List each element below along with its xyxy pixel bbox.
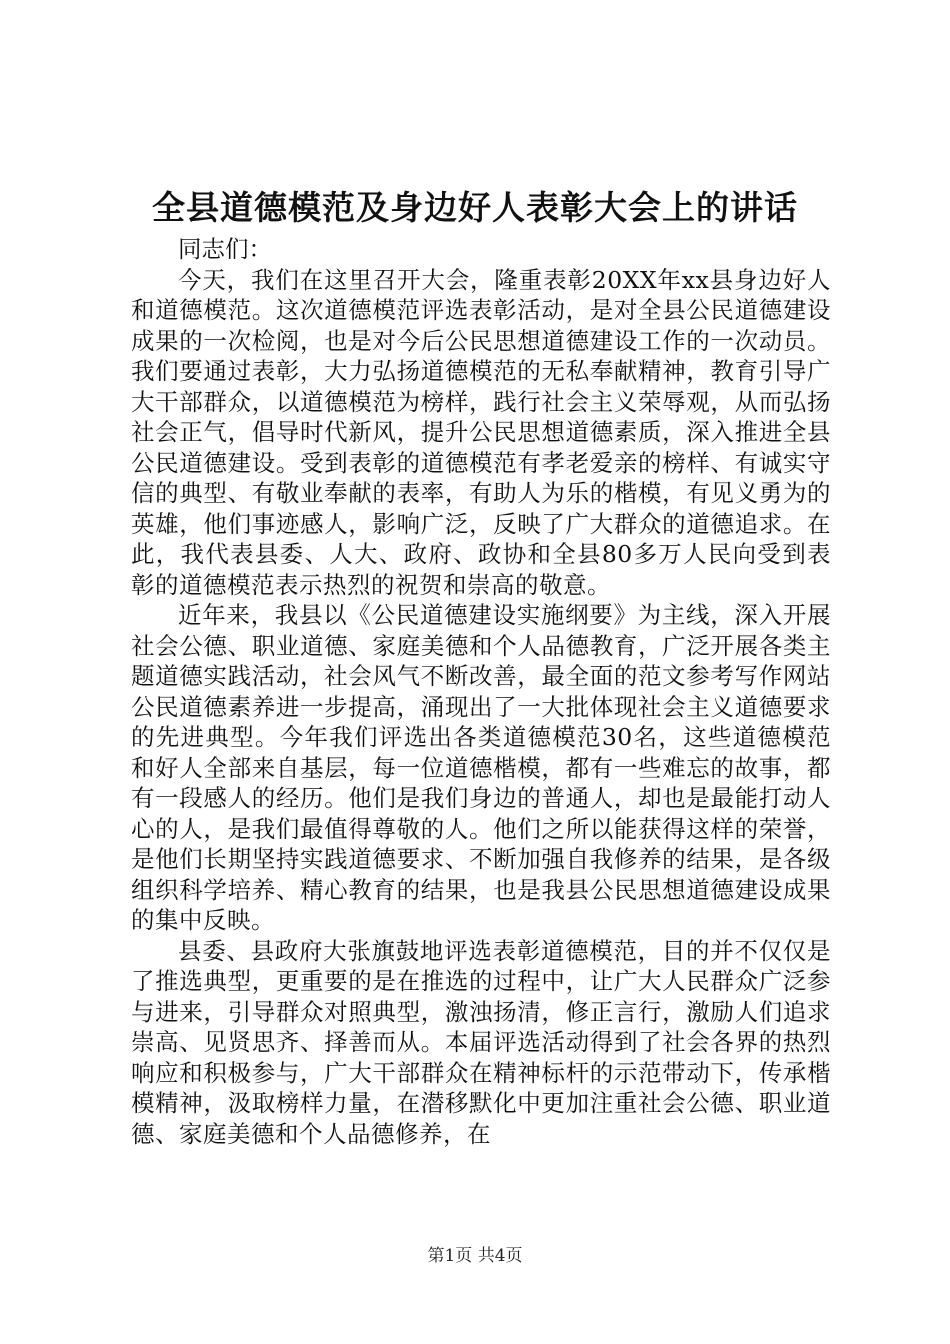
paragraph-1: 今天，我们在这里召开大会，隆重表彰20XX年xx县身边好人和道德模范。这次道德模范评选表彰活动，是对全县公民道德建设成果的一次检阅，也是对今后公民思想道德建设工作的一次动员。我们要通过表彰，大力弘扬道德模范的无私奉献精神，教育引导广大干部群众，以道德模范为榜样，践行社会主义荣辱观，从而弘扬社会正气，倡导时代新风，提升公民思想道德素质，深入推进全县公民道德建设。受到表彰的道德模范有孝老爱亲的榜样、有诚实守信的典型、有敬业奉献的表率，有助人为乐的楷模，有见义勇为的英雄，他们事迹感人，影响广泛，反映了广大群众的道德追求。在此，我代表县委、人大、政府、政协和全县80多万人民向受到表彰的道德模范表示热烈的祝贺和崇高的敬意。 bbox=[131, 265, 831, 599]
page-number-footer: 第1页 共4页 bbox=[427, 1246, 523, 1266]
paragraph-2: 近年来，我县以《公民道德建设实施纲要》为主线，深入开展社会公德、职业道德、家庭美德和个人品德教育，广泛开展各类主题道德实践活动，社会风气不断改善，最全面的范文参考写作网站公民道德素养进一步提高，涌现出了一大批体现社会主义道德要求的先进典型。今年我们评选出各类道德模范30名，这些道德模范和好人全部来自基层，每一位道德楷模，都有一些难忘的故事，都有一段感人的经历。他们是我们身边的普通人，却也是最能打动人心的人，是我们最值得尊敬的人。他们之所以能获得这样的荣誉，是他们长期坚持实践道德要求、不断加强自我修养的结果，是各级组织科学培养、精心教育的结果，也是我县公民思想道德建设成果的集中反映。 bbox=[131, 601, 831, 934]
document-body bbox=[131, 234, 831, 1149]
paragraph-3: 县委、县政府大张旗鼓地评选表彰道德模范，目的并不仅仅是了推选典型，更重要的是在推选的过程中，让广大人民群众广泛参与进来，引导群众对照典型，激浊扬清，修正言行，激励人们追求崇高、见贤思齐、择善而从。本届评选活动得到了社会各界的热烈响应和积极参与，广大干部群众在精神标杆的示范带动下，传承楷模精神，汲取榜样力量，在潜移默化中更加注重社会公德、职业道德、家庭美德和个人品德修养，在 bbox=[131, 936, 831, 1148]
document-title: 全县道德模范及身边好人表彰大会上的讲话 bbox=[152, 188, 798, 227]
greeting-line: 同志们： bbox=[178, 235, 272, 263]
